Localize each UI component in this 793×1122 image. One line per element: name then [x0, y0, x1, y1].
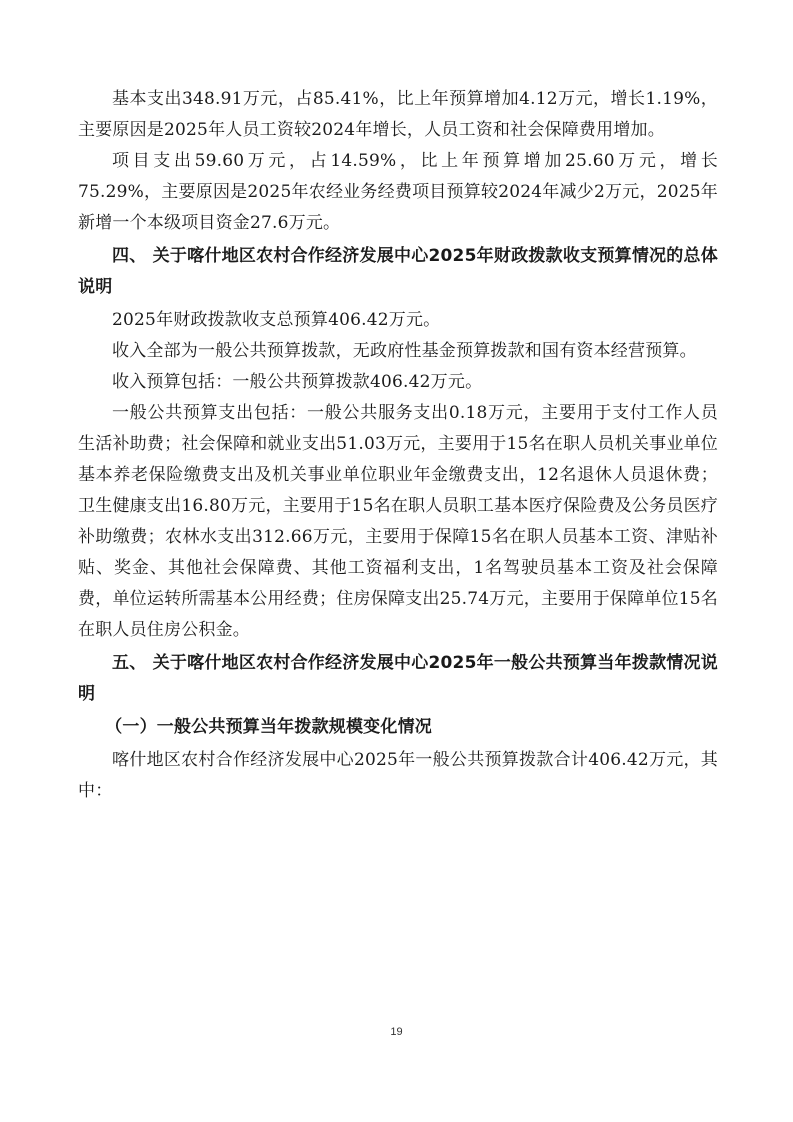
- paragraph-project-expenditure: 项目支出59.60万元，占14.59%，比上年预算增加25.60万元，增长75.29%，主要原因是2025年农经业务经费项目预算较2024年减少2万元，2025年新增一个本级项目资金27.6万元。: [78, 151, 718, 233]
- paragraph-income-budget: 收入预算包括：一般公共预算拨款406.42万元。: [112, 372, 483, 392]
- paragraph-general-expenditure: 一般公共预算支出包括：一般公共服务支出0.18万元，主要用于支付工作人员生活补助费；社会保障和就业支出51.03万元，主要用于15名在职人员机关事业单位基本养老保险缴费支出及机关事业单位职业年金缴费支出，12名退休人员退休费；卫生健康支出16.80万元，主要用于15名在职人员职工基本医疗保险费及公务员医疗补助缴费；农林水支出312.66万元，主要用于保障15名在职人员基本工资、津贴补贴、奖金、其他社会保障费、其他工资福利支出，1名驾驶员基本工资及社会保障费，单位运转所需基本公用经费；住房保障支出25.74万元，主要用于保障单位15名在职人员住房公积金。: [78, 403, 718, 640]
- paragraph-allocation-total: 喀什地区农村合作经济发展中心2025年一般公共预算拨款合计406.42万元，其中：: [78, 750, 718, 801]
- section-heading-4: 四、 关于喀什地区农村合作经济发展中心2025年财政拨款收支预算情况的总体说明: [78, 246, 718, 297]
- paragraph-basic-expenditure: 基本支出348.91万元，占85.41%，比上年预算增加4.12万元，增长1.19%，主要原因是2025年人员工资较2024年增长，人员工资和社会保障费用增加。: [78, 89, 718, 140]
- paragraph-total-budget: 2025年财政拨款收支总预算406.42万元。: [112, 310, 441, 330]
- subsection-heading-1: （一）一般公共预算当年拨款规模变化情况: [105, 717, 432, 737]
- page-number: 19: [390, 1026, 403, 1038]
- paragraph-income-source: 收入全部为一般公共预算拨款，无政府性基金预算拨款和国有资本经营预算。: [112, 341, 697, 361]
- document-body: [78, 84, 718, 807]
- section-heading-5: 五、 关于喀什地区农村合作经济发展中心2025年一般公共预算当年拨款情况说明: [78, 653, 718, 704]
